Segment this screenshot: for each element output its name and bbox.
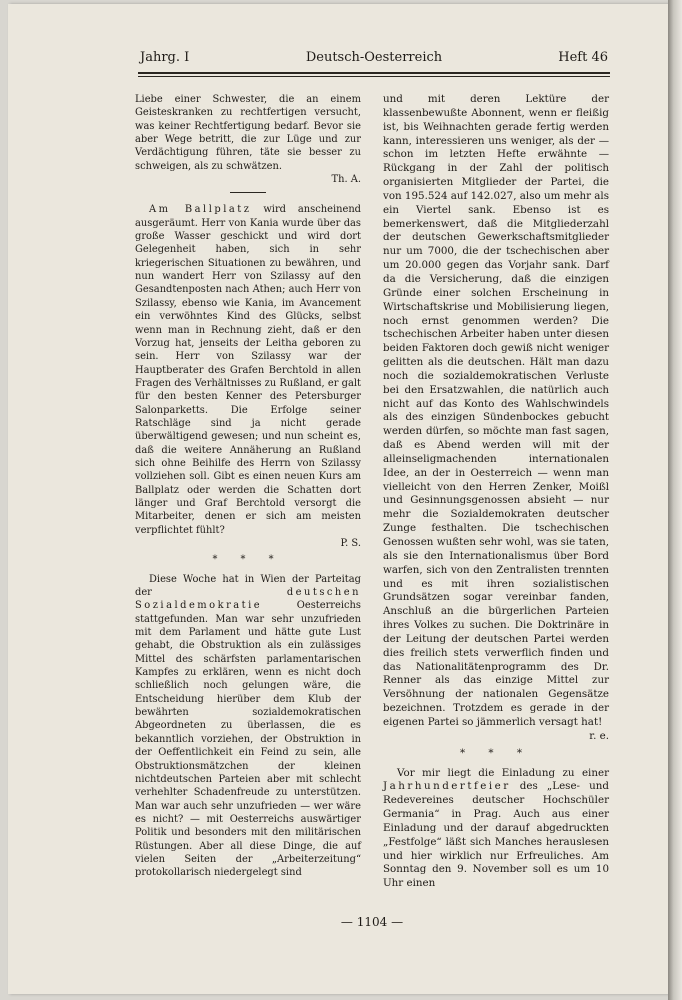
header-title: Deutsch-Oesterreich [305, 50, 443, 65]
page-number: — 1104 — [340, 915, 404, 929]
article-text: des „Lese- und Redevereines deutscher Hochschüler Germania“ in Prag. Auch aus einer Einladung und der darauf abgedruckten „Festfolge“ läßt sich Manches herauslesen und hier wirklich nur Erfreuliches. Am Sonntag den 9. November soll es um 10 Uhr einen [383, 780, 609, 890]
left-column [135, 93, 361, 880]
article-text: Diese Woche hat in Wien der Parteitag der [135, 573, 361, 599]
header-volume: Jahrg. I [140, 50, 190, 65]
asterism: * * * [460, 746, 532, 759]
article-ballplatz [135, 203, 361, 550]
article-text: Liebe einer Schwester, die an einem Geisteskranken zu rechtfertigen versucht, was keiner Rechtfertigung bedarf. Bevor sie aber Wege betritt, die zur Lüge und zur Verdächtigung führen, täte sie besser zu schweigen, als zu schwätzen. [135, 94, 361, 172]
article-continuation [383, 93, 609, 744]
article-text: Oesterreichs stattgefunden. Man war sehr unzufrieden mit dem Parlament und hätte gute Lust gehabt, die Obstruktion als ein zulässiges Mittel des schärfsten parlamentarischen Kampfes zu erklären, wenn es nicht doch schließlich noch gelungen wäre, die Entscheidung hierüber dem Klub der bewährten sozialdemokratischen Abgeordneten zu überlassen, die es bekanntlich vorziehen, der Obstruktion in der Oeffentlichkeit ein Feind zu sein, alle Obstruktionsmätzchen der kleinen nichtdeutschen Parteien aber mit schlecht verhehlter Schadenfreude zu unterstützen. Man war auch sehr unzufrieden — wer wäre es nicht? — mit Oesterreichs auswärtiger Politik und besonders mit den militärischen Rüstungen. Aber all diese Dinge, die auf vielen Seiten der „Arbeiterzeitung“ protokollarisch niedergelegt sind [135, 600, 361, 879]
separator-rule [230, 192, 266, 193]
header-rule [138, 72, 610, 74]
book-spine [668, 0, 682, 1000]
asterism: * * * [212, 554, 284, 566]
spaced-emphasis: Jahrhundertfeier [383, 780, 511, 793]
signature: r. e. [589, 729, 609, 742]
article-text: wird anscheinend ausgeräumt. Herr von Kania wurde über das große Wasser geschickt und wird dort Gelegenheit haben, sich in sehr kriegerischen Situationen zu bewähren, und nun wandert Herr von Szilassy auf den Gesandtenposten nach Athen; auch Herr von Szilassy, ebenso wie Kania, im Avancement ein verwöhntes Kind des Glücks, selbst wenn man in Rechnung zieht, daß er den Vorzug hat, jenseits der Leitha geboren zu sein. Herr von Szilassy war der Hauptberater des Grafen Berchtold in allen Fragen des Verhältnisses zu Rußland, er galt für den besten Kenner des Petersburger Salonparketts. Die Erfolge seiner Ratschläge sind ja nicht gerade überwältigend gewesen; und nun scheint es, daß die weitere Annäherung an Rußland sich ohne Beihilfe des Herrn von Szilassy vollziehen soll. Gibt es einen neuen Kurs am Ballplatz oder werden die Schatten dort länger und Graf Berchtold versorgt die Mitarbeiter, denen er sich am meisten verpflichtet fühlt? [135, 204, 361, 536]
spaced-emphasis: deutschen Sozialdemokratie [135, 587, 361, 612]
signature: Th. A. [331, 174, 361, 186]
spaced-lead: Am Ballplatz [149, 204, 252, 216]
article-parteitag [135, 573, 361, 880]
article-text: Vor mir liegt die Einladung zu einer [397, 766, 609, 779]
signature: P. S. [340, 538, 361, 549]
right-column [383, 93, 609, 891]
header-issue: Heft 46 [558, 50, 608, 65]
article-continuation [135, 93, 361, 186]
article-jahrhundertfeier [383, 767, 609, 892]
header-rule-thin [138, 76, 610, 77]
running-header [140, 50, 608, 70]
article-text: und mit deren Lektüre der klassenbewußte Abonnent, wenn er fleißig ist, bis Weihnachten gerade fertig werden kann, interessieren uns weniger, als der — schon im letzten Hefte erwähnte — Rückgang in der Zahl der politisch organisierten Mitglieder der Partei, die von 195.524 auf 142.027, also um mehr als ein Viertel sank. Ebenso ist es bemerkenswert, daß die Mitgliederzahl der deutschen Gewerkschaftsmitglieder nur um 7000, die der tschechischen aber um 20.000 gegen das Vorjahr sank. Darf da die Versicherung, daß die einzigen Gründe einer solchen Erscheinung in Wirtschaftskrise und Mobilisierung liegen, noch ernst genommen werden? Die tschechischen Arbeiter haben unter diesen beiden Faktoren doch gewiß nicht weniger gelitten als die deutschen. Hält man dazu noch die sozialdemokratischen Verluste bei den Ersatzwahlen, die natürlich auch nicht auf das Konto des Wahlschwindels als des einzigen Sündenbockes gebucht werden dürfen, so möchte man fast sagen, daß es Abend werden will mit der alleinseligmachenden internationalen Idee, an der in Oesterreich — wenn man vielleicht von den Herren Zenker, Moißl und Gesinnungsgenossen absieht — nur mehr die Sozialdemokraten deutscher Zunge festhalten. Die tschechischen Genossen wußten sehr wohl, was sie taten, als sie den Internationalismus über Bord warfen, sich von den Zentralisten trennten und es mit ihren sozialistischen Grundsätzen sogar vereinbar fanden, Anschluß an die bürgerlichen Parteien ihres Volkes zu suchen. Die Doktrinäre in der Leitung der deutschen Partei werden dies freilich stets verwerflich finden und das Nationalitätenprogramm des Dr. Renner als das einzige Mittel zur Versöhnung der nationalen Gegensätze bezeichnen. Trotzdem es gerade in der eigenen Partei so jämmerlich versagt hat! [383, 93, 610, 728]
